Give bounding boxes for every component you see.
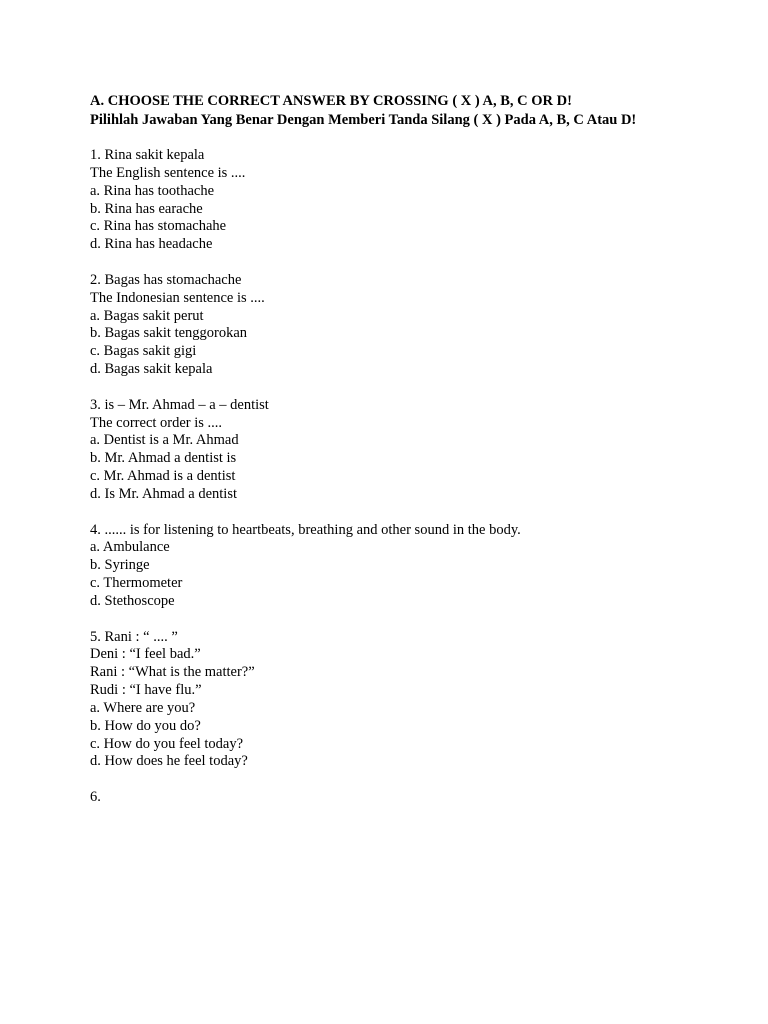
question-prompt: 6. <box>90 789 101 806</box>
question-line: a. Where are you? <box>90 699 196 716</box>
worksheet-page <box>90 92 750 807</box>
question-line: d. Rina has headache <box>90 236 213 253</box>
question-prompt: 3. is – Mr. Ahmad – a – dentist <box>90 396 269 413</box>
question-line: d. Bagas sakit kepala <box>90 361 213 378</box>
question-line: b. Rina has earache <box>90 200 203 217</box>
question-line: Rani : “What is the matter?” <box>90 664 255 681</box>
question-line: c. Mr. Ahmad is a dentist <box>90 468 236 485</box>
question-line: The Indonesian sentence is .... <box>90 289 265 306</box>
question-prompt: 1. Rina sakit kepala <box>90 146 205 163</box>
question-line: The correct order is .... <box>90 414 223 431</box>
question-6 <box>90 789 750 807</box>
question-prompt: 4. ...... is for listening to heartbeats, breathing and other sound in the body. <box>90 521 521 538</box>
question-line: a. Rina has toothache <box>90 182 215 199</box>
question-line: The English sentence is .... <box>90 164 246 181</box>
instruction-english: A. CHOOSE THE CORRECT ANSWER BY CROSSING ( X ) A, B, C OR D! <box>90 93 572 109</box>
question-4 <box>90 522 750 611</box>
question-line: a. Dentist is a Mr. Ahmad <box>90 432 239 449</box>
question-line: c. Thermometer <box>90 575 183 592</box>
question-line: a. Bagas sakit perut <box>90 307 204 324</box>
question-1 <box>90 147 750 254</box>
question-line: b. Bagas sakit tenggorokan <box>90 325 248 342</box>
instruction-indonesian: Pilihlah Jawaban Yang Benar Dengan Memberi Tanda Silang ( X ) Pada A, B, C Atau D! <box>90 111 637 128</box>
question-list <box>90 147 750 807</box>
question-line: d. Stethoscope <box>90 592 175 609</box>
question-line: b. Syringe <box>90 557 150 574</box>
question-line: d. Is Mr. Ahmad a dentist <box>90 485 238 502</box>
question-line: b. Mr. Ahmad a dentist is <box>90 450 237 467</box>
question-line: Deni : “I feel bad.” <box>90 646 201 663</box>
question-2 <box>90 272 750 379</box>
question-line: c. Bagas sakit gigi <box>90 343 197 360</box>
question-prompt: 5. Rani : “ .... ” <box>90 628 178 645</box>
question-line: Rudi : “I have flu.” <box>90 682 202 699</box>
question-line: c. How do you feel today? <box>90 735 244 752</box>
question-line: d. How does he feel today? <box>90 753 248 770</box>
question-line: c. Rina has stomachahe <box>90 218 227 235</box>
question-5 <box>90 629 750 772</box>
question-line: a. Ambulance <box>90 539 170 556</box>
question-3 <box>90 397 750 504</box>
question-line: b. How do you do? <box>90 717 201 734</box>
question-prompt: 2. Bagas has stomachache <box>90 271 242 288</box>
